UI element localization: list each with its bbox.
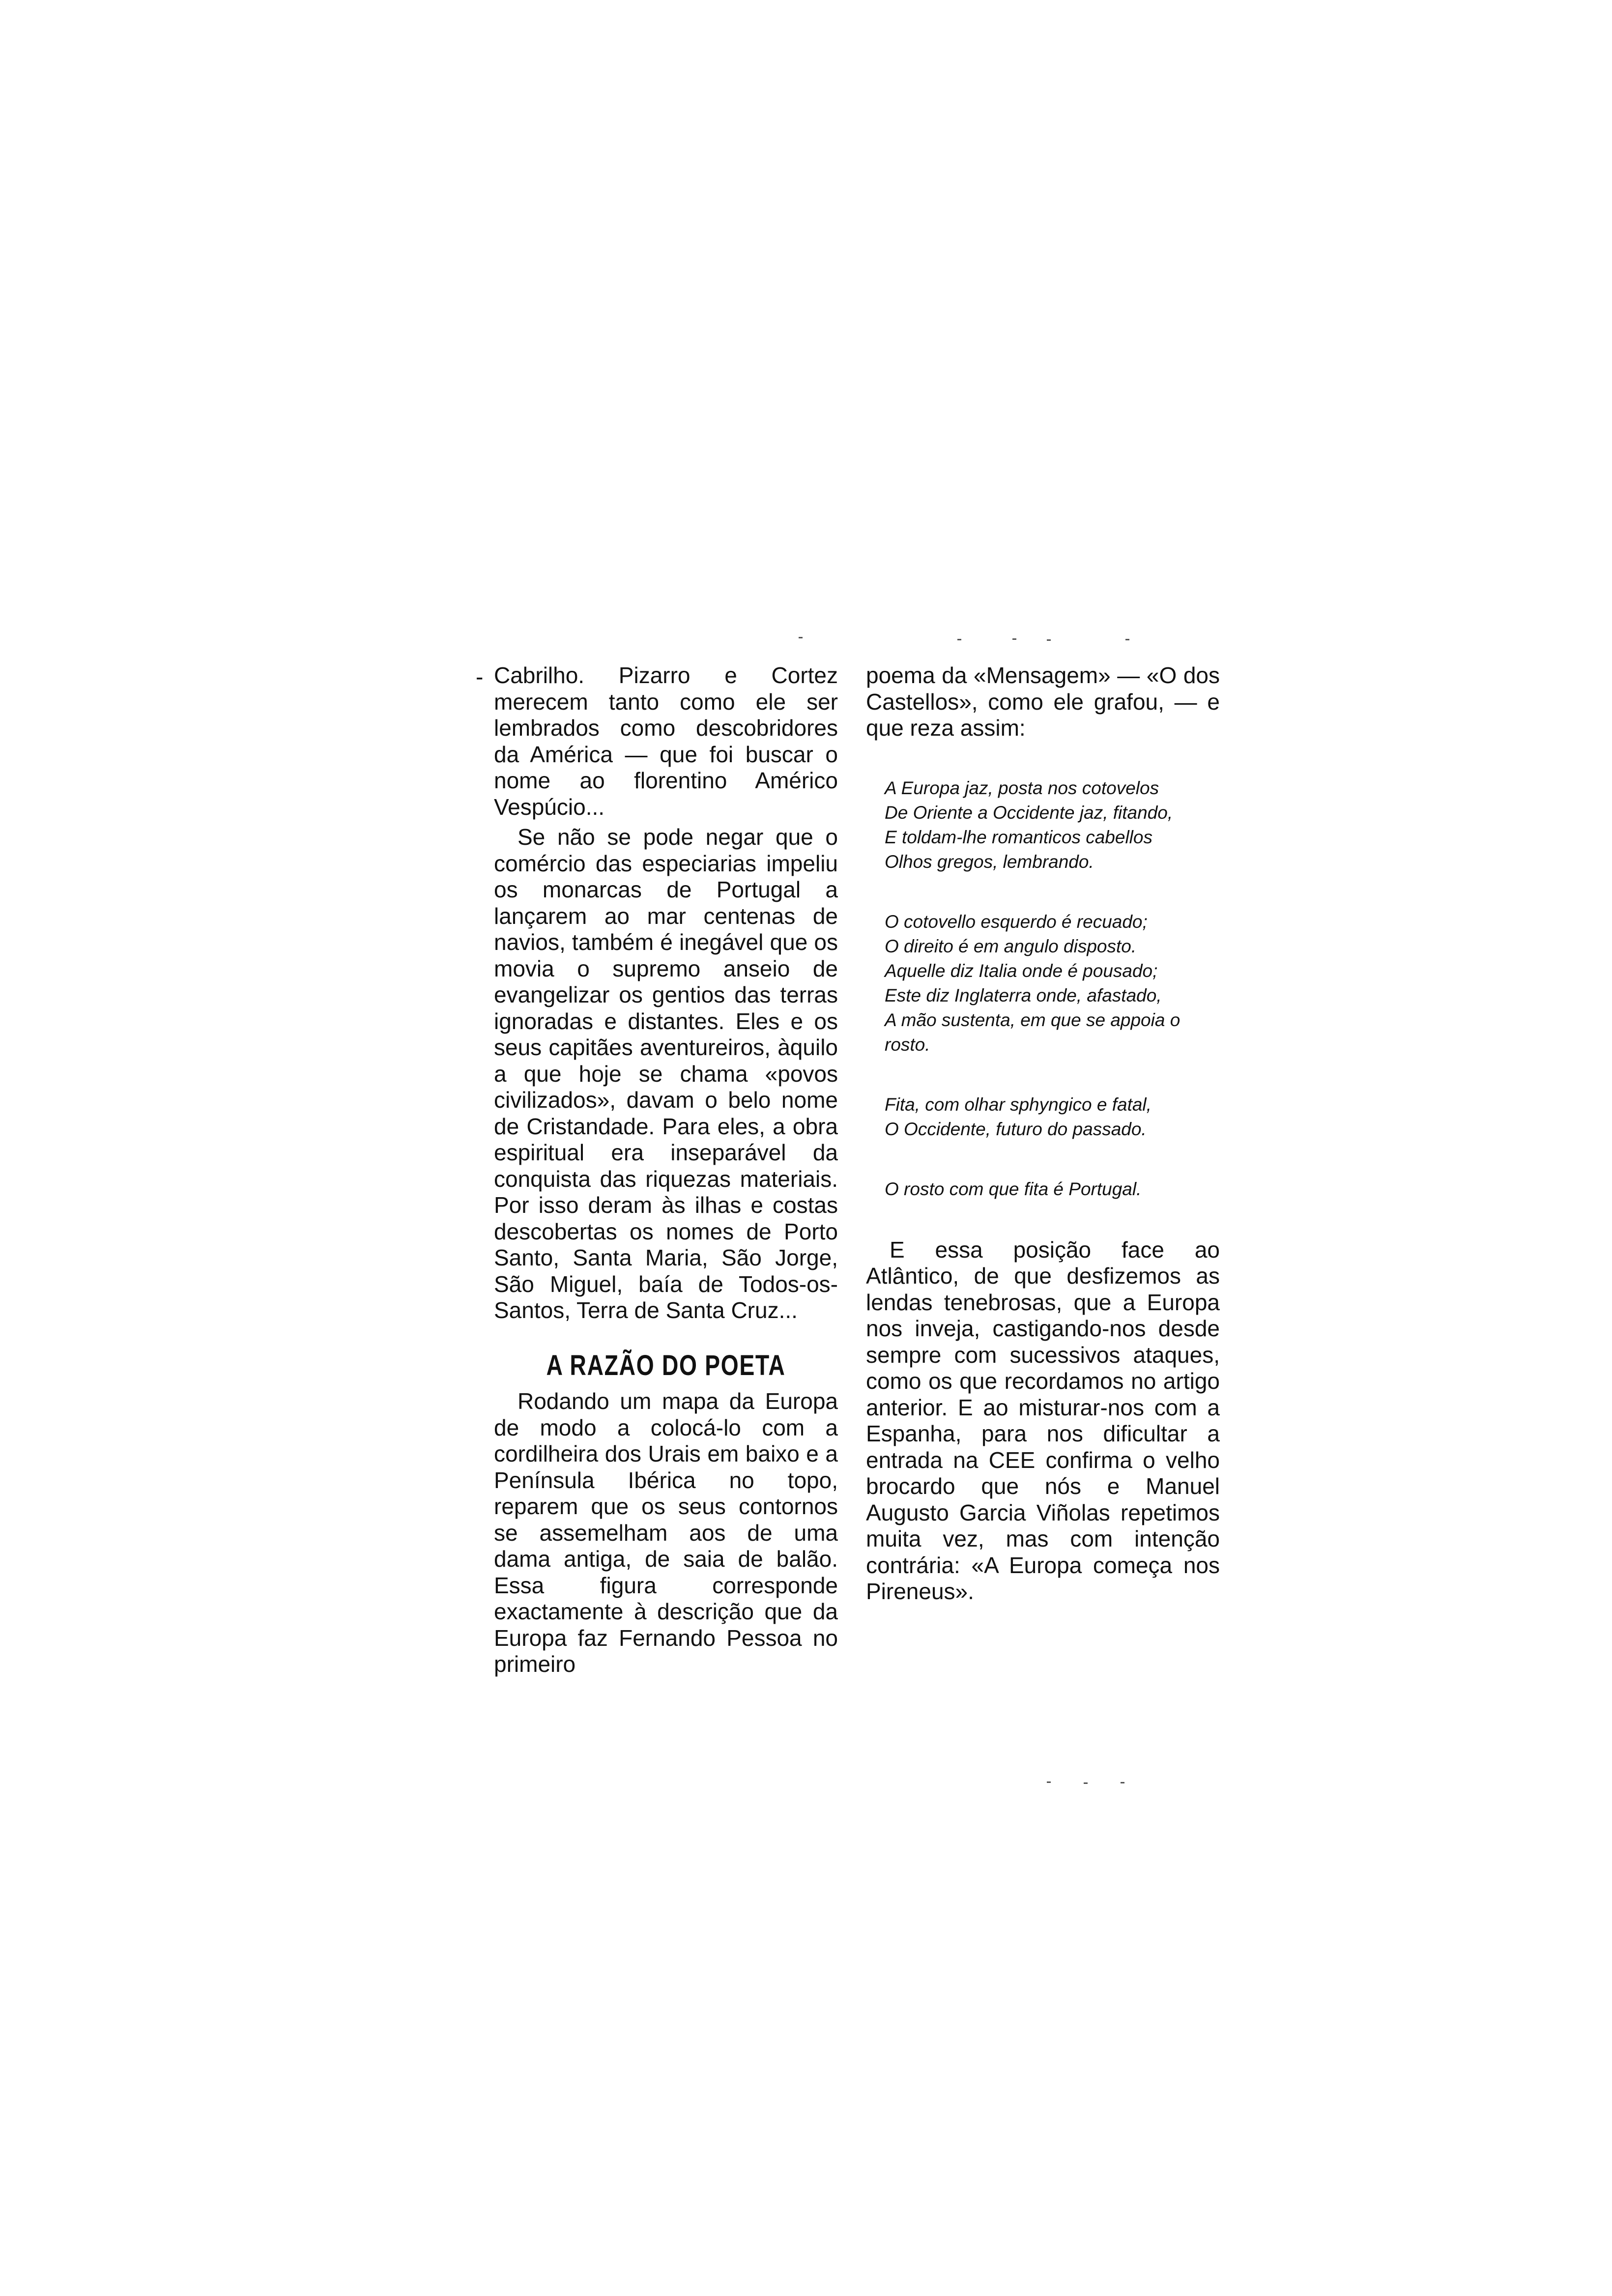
scan-speck: [957, 639, 961, 640]
poem-line: O rosto com que fita é Portugal.: [885, 1178, 1142, 1199]
poem-line: Aquelle diz Italia onde é pousado;: [885, 960, 1158, 981]
poem-stanza-2: [885, 910, 1220, 1057]
poem-stanza-4: [885, 1177, 1220, 1202]
scan-speck: [1047, 639, 1051, 641]
right-column: [866, 662, 1220, 1605]
section-heading: A RAZÃO DO POETA: [546, 1349, 786, 1381]
poem-line: A Europa jaz, posta nos cotovelos: [885, 777, 1159, 798]
poem-line: A mão sustenta, em que se appoia o: [885, 1009, 1180, 1030]
paragraph-final: E essa posição face ao Atlântico, de que desfizemos as lendas tenebrosas, que a Europa nos inveja, castigando-nos desde sempre com sucessivos ataques, como os que recordamos no artigo anterior. E ao misturar-nos com a Espanha, para nos dificultar a entrada na CEE confirma o velho brocardo que nós e Manuel Augusto Garcia Viñolas repetimos muita vez, mas com intenção contrária: «A Europa começa nos Pireneus».: [866, 1236, 1220, 1604]
scan-speck: [1084, 1782, 1088, 1784]
poem-line: O Occidente, futuro do passado.: [885, 1119, 1147, 1139]
poem-line: rosto.: [885, 1034, 930, 1055]
left-column: [494, 662, 838, 1678]
poem-line: Olhos gregos, lembrando.: [885, 851, 1094, 872]
poem-stanza-1: [885, 776, 1220, 874]
paragraph-2: Se não se pode negar que o comércio das especiarias impeliu os monarcas de Portugal a lançarem ao mar centenas de navios, também é inegável que os movia o supremo anseio de evangelizar os gentios das terras ignoradas e distantes. Eles e os seus capitães aventureiros, àquilo a que hoje se chama «povos civilizados», davam o belo nome de Cristandade. Para eles, a obra espiritual era inseparável da conquista das riquezas materiais. Por isso deram às ilhas e costas descobertas os nomes de Porto Santo, Santa Maria, São Jorge, São Miguel, baía de Todos-os-Santos, Terra de Santa Cruz...: [494, 824, 838, 1323]
poem-line: Este diz Inglaterra onde, afastado,: [885, 985, 1162, 1005]
scan-speck: [799, 637, 803, 638]
poem-line: O cotovello esquerdo é recuado;: [885, 911, 1148, 932]
poem-stanza-3: [885, 1092, 1220, 1142]
scan-speck: [1125, 639, 1129, 640]
paragraph-1: Cabrilho. Pizarro e Cortez merecem tanto como ele ser lembrados como descobridores da América — que foi buscar o nome ao florentino Américo Vespúcio...: [494, 662, 838, 820]
poem-line: E toldam-lhe romanticos cabellos: [885, 827, 1152, 847]
scan-speck: [1012, 638, 1016, 640]
poem-quote: [866, 776, 1220, 1202]
lead-dash: -: [476, 664, 484, 689]
scan-speck: [1121, 1782, 1124, 1783]
poem-line: De Oriente a Occidente jaz, fitando,: [885, 802, 1173, 823]
paragraph-continuation: poema da «Mensagem» — «O dos Castellos», como ele grafou, — e que reza assim:: [866, 662, 1220, 741]
scan-speck: [1047, 1781, 1051, 1783]
paragraph-3: Rodando um mapa da Europa de modo a colocá-lo com a cordilheira dos Urais em baixo e a Península Ibérica no topo, reparem que os seus contornos se assemelham aos de uma dama antiga, de saia de balão. Essa figura corresponde exactamente à descrição que da Europa faz Fernando Pessoa no primeiro: [494, 1388, 838, 1677]
poem-line: O direito é em angulo disposto.: [885, 936, 1137, 956]
poem-line: Fita, com olhar sphyngico e fatal,: [885, 1094, 1151, 1115]
